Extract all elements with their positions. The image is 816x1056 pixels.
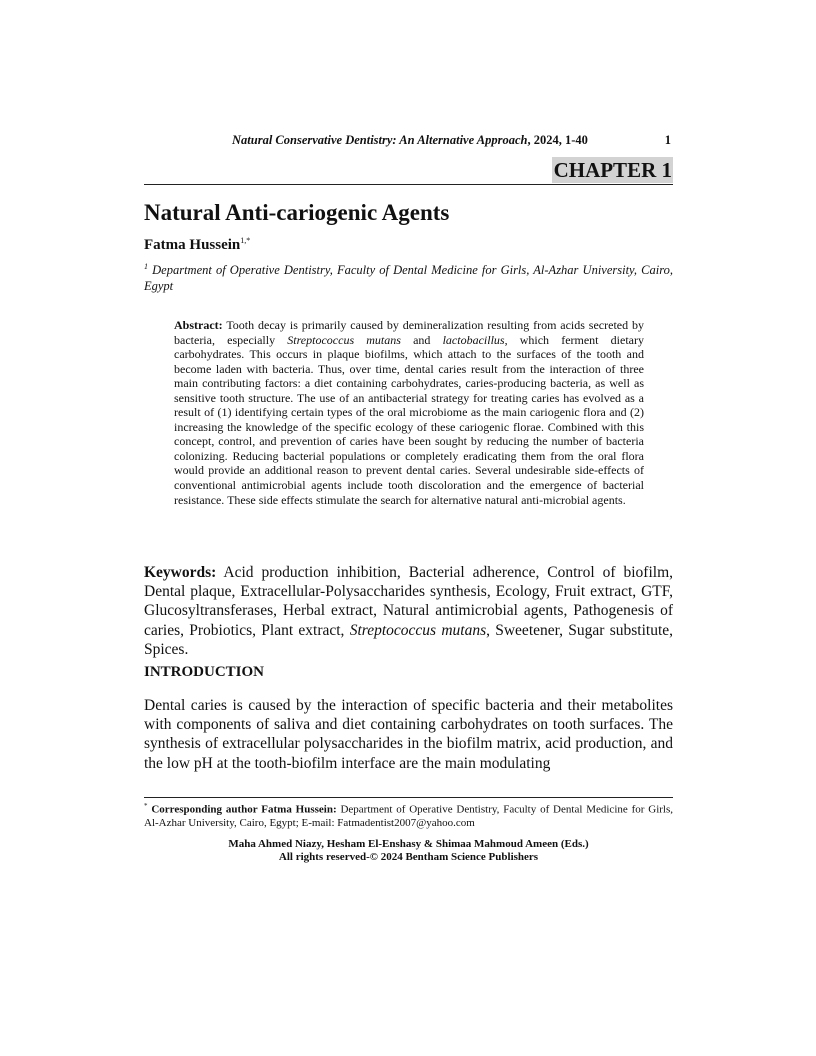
- footnote-rule: [144, 797, 673, 798]
- footnote-mark: *: [144, 802, 148, 810]
- footnote-text: Department of Operative Dentistry, Faculty of Dental Medicine for Girls, Al-Azhar University, Cairo, Egypt; E-mail: Fatmadentist2007@yahoo.com: [144, 803, 673, 829]
- running-head: [144, 133, 673, 149]
- abstract-species-2: lactobacillus: [442, 332, 505, 347]
- abstract-species-1: Streptococcus mutans: [287, 332, 401, 347]
- journal-title: Natural Conservative Dentistry: An Alternative Approach: [232, 133, 528, 147]
- publisher-credits: [144, 838, 673, 864]
- affiliation-text: Department of Operative Dentistry, Faculty of Dental Medicine for Girls, Al-Azhar University, Cairo, Egypt: [144, 263, 673, 294]
- author-line: [144, 236, 250, 254]
- paper-page: [144, 0, 673, 1056]
- editors-line: Maha Ahmed Niazy, Hesham El-Enshasy & Shimaa Mahmoud Ameen (Eds.): [228, 838, 589, 850]
- abstract-text-2: and: [400, 332, 443, 347]
- keywords-text-1: Acid production inhibition, Bacterial adherence, Control of biofilm, Dental plaque, Extracellular-Polysaccharides synthesis, Ecology, Fruit extract, GTF, Glucosyltransferases, Herbal extract, Natural antimicrobial agents, Pathogenesis of caries, Probiotics, Plant extract,: [144, 564, 673, 639]
- affiliation: [144, 259, 673, 294]
- rights-line: All rights reserved-© 2024 Bentham Science Publishers: [278, 851, 539, 863]
- abstract-text-1: Tooth decay is primarily caused by demineralization resulting from acids secreted by bacteria, especially: [174, 318, 644, 347]
- affiliation-mark: 1: [144, 262, 148, 271]
- keywords-label: Keywords:: [144, 564, 217, 581]
- author-name: Fatma Hussein: [144, 237, 241, 253]
- chapter-label: CHAPTER 1: [553, 158, 672, 182]
- abstract-label: Abstract:: [174, 318, 223, 332]
- introduction-paragraph: Dental caries is caused by the interaction of specific bacteria and their metabolites with components of saliva and diet containing carbohydrates on tooth surfaces. The synthesis of extracellular polysaccharides in the biofilm matrix, acid production, and the low pH at the tooth-biofilm interface are the main modulating: [144, 697, 673, 772]
- footnote-label: Corresponding author Fatma Hussein:: [151, 803, 337, 816]
- abstract-text-3: , which ferment dietary carbohydrates. This occurs in plaque biofilms, which attach to the surfaces of the tooth and become laden with bacteria. Thus, over time, dental caries result from the interaction of three main contributing factors: a diet containing carbohydrates, caries-producing bacteria, as well as sensitive tooth structure. The use of an antibacterial strategy for treating caries has evolved as a result of (1) identifying certain types of the oral microbiome as the main cariogenic flora and (2) increasing the knowledge of the specific ecology of these cariogenic florae. Combined with this concept, control, and prevention of caries have been sought by reducing the number of bacteria colonizing. Reducing bacterial populations or completely eradicating them from the oral flora would provide an additional reason to prevent dental caries. Several undesirable side-effects of conventional antimicrobial agents include tooth discoloration and the emergence of bacterial resistance. These side effects stimulate the search for alternative natural anti-microbial agents.: [174, 332, 644, 507]
- journal-year-pages: , 2024, 1-40: [527, 133, 588, 147]
- chapter-title: Natural Anti-cariogenic Agents: [144, 200, 450, 225]
- page-number: 1: [664, 133, 671, 147]
- author-marks: 1,*: [240, 236, 251, 245]
- footnote: [144, 800, 673, 830]
- chapter-header-rule: [144, 157, 673, 185]
- abstract: [174, 318, 644, 507]
- running-head-citation: [232, 133, 588, 148]
- keywords: [144, 563, 673, 659]
- keywords-species: Streptococcus mutans: [349, 621, 487, 639]
- keywords-text-2: , Sweetener, Sugar substitute, Spices.: [144, 621, 674, 658]
- section-heading-introduction: INTRODUCTION: [144, 664, 265, 680]
